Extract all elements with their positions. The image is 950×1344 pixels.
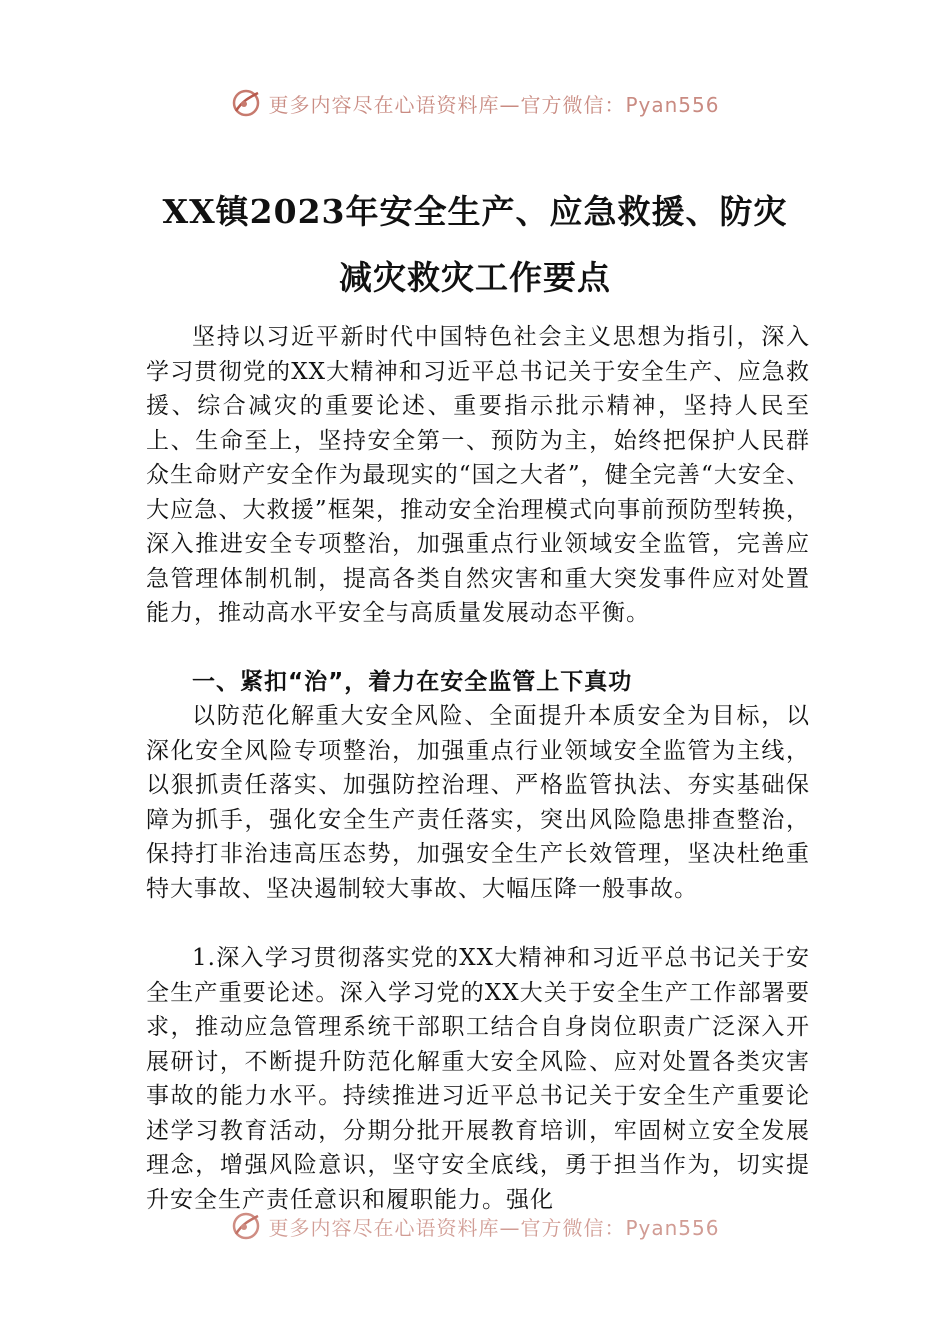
watermark-banner-bottom — [0, 1206, 950, 1246]
document-title-line1: XX镇2023年安全生产、应急救援、防灾 — [162, 192, 788, 231]
watermark-banner-top — [0, 83, 950, 123]
document-title-line2: 减灾救灾工作要点 — [339, 258, 611, 297]
section1-heading: 一、紧扣“治”，着力在安全监管上下真功 — [192, 669, 633, 695]
watermark-text-bottom: 更多内容尽在心语资料库—官方微信：Pyan556 — [268, 1215, 720, 1240]
intro-paragraph: 坚持以习近平新时代中国特色社会主义思想为指引，深入学习贯彻党的XX大精神和习近平总书记关于安全生产、应急救援、综合减灾的重要论述、重要指示批示精神，坚持人民至上、生命至上，坚持安全第一、预防为主，始终把保护人民群众生命财产安全作为最现实的“国之大者”，健全完善“大安全、大应急、大救援”框架，推动安全治理模式向事前预防型转换，深入推进安全专项整治，加强重点行业领域安全监管，完善应急管理体制机制，提高各类自然灾害和重大突发事件应对处置能力，推动高水平安全与高质量发展动态平衡。 — [146, 324, 810, 626]
section1-paragraph: 以防范化解重大安全风险、全面提升本质安全为目标，以深化安全风险专项整治，加强重点行业领域安全监管为主线，以狠抓责任落实、加强防控治理、严格监管执法、夯实基础保障为抓手，强化安全生产责任落实，突出风险隐患排查整治，保持打非治违高压态势，加强安全生产长效管理，坚决杜绝重特大事故、坚决遏制较大事故、大幅压降一般事故。 — [146, 703, 810, 902]
item1-paragraph: 1.深入学习贯彻落实党的XX大精神和习近平总书记关于安全生产重要论述。深入学习党的XX大关于安全生产工作部署要求，推动应急管理系统干部职工结合自身岗位职责广泛深入开展研讨，不断提升防范化解重大安全风险、应对处置各类灾害事故的能力水平。持续推进习近平总书记关于安全生产重要论述学习教育活动，分期分批开展教育培训，牢固树立安全发展理念，增强风险意识，坚守安全底线，勇于担当作为，切实提升安全生产责任意识和履职能力。强化 — [146, 945, 810, 1213]
watermark-logo-icon — [230, 87, 262, 119]
watermark-text-top: 更多内容尽在心语资料库—官方微信：Pyan556 — [268, 92, 720, 117]
watermark-logo-icon — [230, 1210, 262, 1242]
